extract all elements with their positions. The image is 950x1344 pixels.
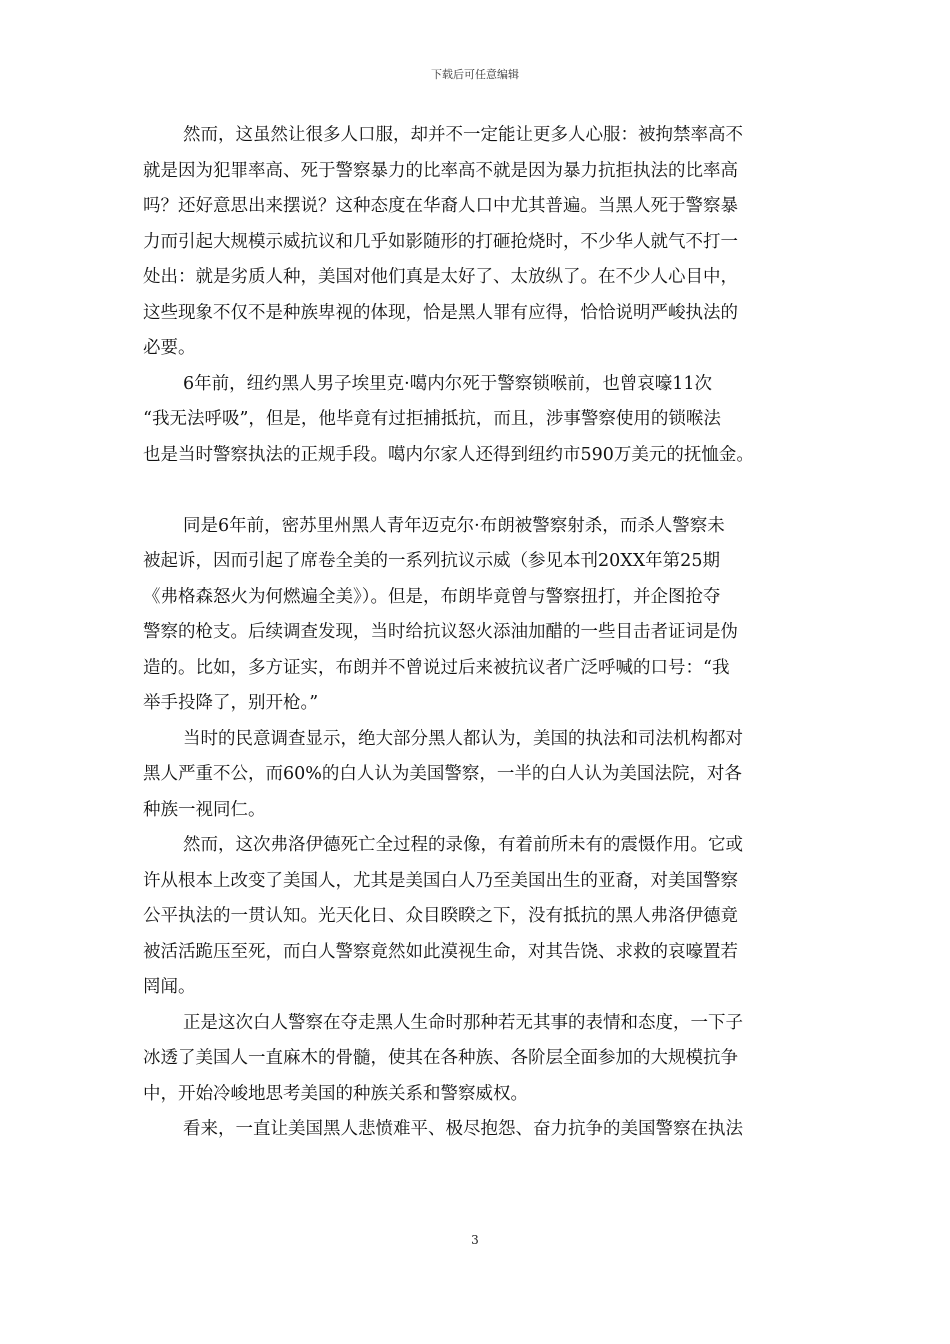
text-line: 6年前，纽约黑人男子埃里克·噶内尔死于警察锁喉前，也曾哀嚎11次 bbox=[183, 373, 712, 394]
text-line: 必要。 bbox=[143, 338, 196, 358]
paragraph bbox=[143, 118, 811, 367]
document-body bbox=[143, 118, 811, 1148]
paragraph bbox=[143, 509, 811, 722]
text-line: 举手投降了，别开枪。” bbox=[143, 693, 319, 713]
text-line: 被活活跪压至死，而白人警察竟然如此漠视生命，对其告饶、求救的哀嚎置若 bbox=[143, 941, 738, 962]
text-line: 处出：就是劣质人种，美国对他们真是太好了、太放纵了。在不少人心目中， bbox=[143, 267, 738, 287]
text-line: 看来，一直让美国黑人悲愤难平、极尽抱怨、奋力抗争的美国警察在执法 bbox=[183, 1119, 743, 1139]
text-line: 然而，这虽然让很多人口服，却并不一定能让更多人心服：被拘禁率高不 bbox=[183, 125, 743, 145]
text-line: 当时的民意调查显示，绝大部分黑人都认为，美国的执法和司法机构都对 bbox=[183, 728, 743, 749]
page-number: 3 bbox=[471, 1233, 479, 1247]
text-line: 冰透了美国人一直麻木的骨髓，使其在各种族、各阶层全面参加的大规模抗争 bbox=[143, 1048, 738, 1068]
text-line: 被起诉，因而引起了席卷全美的一系列抗议示威（参见本刊20XX年第25期 bbox=[143, 551, 720, 571]
paragraph bbox=[143, 367, 811, 474]
text-line: 公平执法的一贯认知。光天化日、众目睽睽之下，没有抵抗的黑人弗洛伊德竟 bbox=[143, 906, 738, 926]
text-line: 种族一视同仁。 bbox=[143, 799, 266, 820]
text-line: 黑人严重不公，而60%的白人认为美国警察，一半的白人认为美国法院，对各 bbox=[143, 764, 742, 784]
paragraph bbox=[143, 722, 811, 829]
text-line: 就是因为犯罪率高、死于警察暴力的比率高不就是因为暴力抗拒执法的比率高 bbox=[143, 160, 738, 181]
text-line: 然而，这次弗洛伊德死亡全过程的录像，有着前所未有的震慑作用。它或 bbox=[183, 835, 743, 855]
paragraph-spacer bbox=[143, 473, 811, 509]
page-header: 下载后可任意编辑 bbox=[431, 68, 519, 81]
paragraph bbox=[143, 1112, 811, 1148]
paragraph bbox=[143, 828, 811, 1006]
paragraph bbox=[143, 1006, 811, 1113]
text-line: 吗？还好意思出来摆说？这种态度在华裔人口中尤其普遍。当黑人死于警察暴 bbox=[143, 196, 738, 216]
text-line: 力而引起大规模示威抗议和几乎如影随形的打砸抢烧时，不少华人就气不打一 bbox=[143, 231, 738, 252]
text-line: 这些现象不仅不是种族卑视的体现，恰是黑人罪有应得，恰恰说明严峻执法的 bbox=[143, 302, 738, 323]
text-line: 也是当时警察执法的正规手段。噶内尔家人还得到纽约市590万美元的抚恤金。 bbox=[143, 444, 754, 465]
text-line: 罔闻。 bbox=[143, 977, 196, 997]
text-line: “我无法呼吸”，但是，他毕竟有过拒捕抵抗，而且，涉事警察使用的锁喉法 bbox=[143, 409, 721, 429]
text-line: 许从根本上改变了美国人，尤其是美国白人乃至美国出生的亚裔，对美国警察 bbox=[143, 870, 738, 891]
text-line: 正是这次白人警察在夺走黑人生命时那种若无其事的表情和态度，一下子 bbox=[183, 1012, 743, 1033]
text-line: 中，开始冷峻地思考美国的种族关系和警察威权。 bbox=[143, 1083, 528, 1104]
text-line: 同是6年前，密苏里州黑人青年迈克尔·布朗被警察射杀，而杀人警察未 bbox=[183, 515, 725, 536]
text-line: 造的。比如，多方证实，布朗并不曾说过后来被抗议者广泛呼喊的口号：“我 bbox=[143, 657, 730, 678]
text-line: 《弗格森怒火为何燃遍全美》）。但是，布朗毕竟曾与警察扭打，并企图抢夺 bbox=[143, 586, 721, 607]
text-line: 警察的枪支。后续调查发现，当时给抗议怒火添油加醋的一些目击者证词是伪 bbox=[143, 622, 738, 642]
